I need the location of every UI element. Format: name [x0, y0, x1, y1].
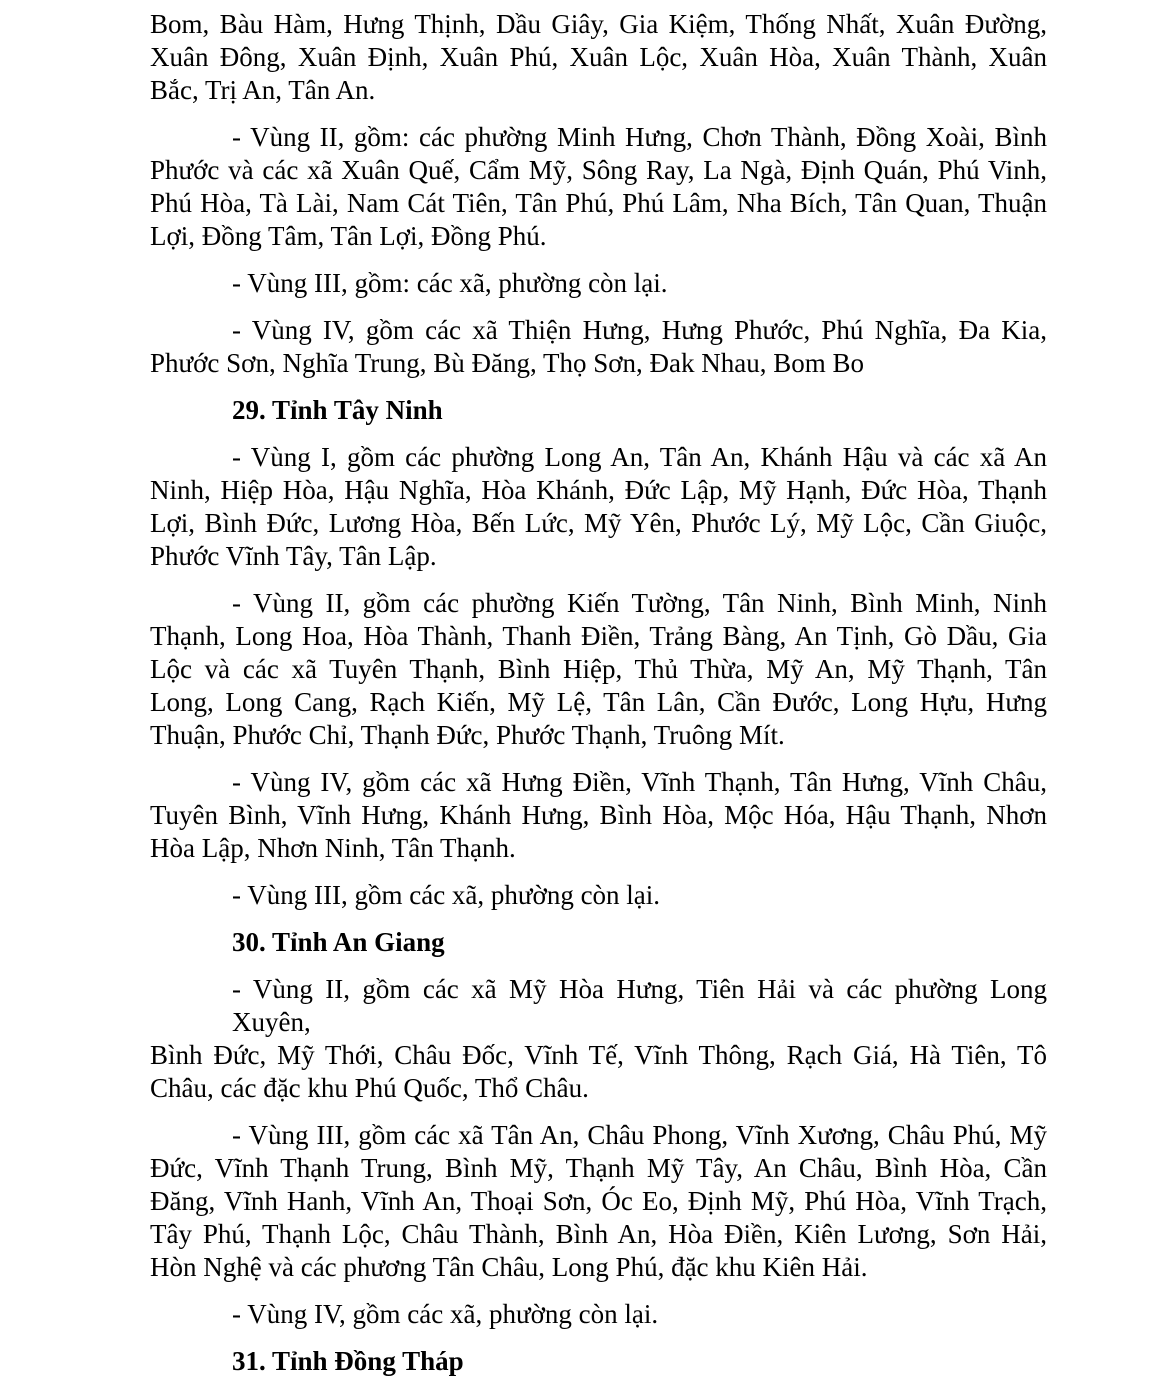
- paragraph: [150, 766, 1047, 865]
- paragraph: [150, 441, 1047, 573]
- text-line: Phước Sơn, Nghĩa Trung, Bù Đăng, Thọ Sơn, Đak Nhau, Bom Bo: [150, 348, 865, 378]
- text-line: 30. Tỉnh An Giang: [232, 927, 445, 957]
- text-line: - Vùng IV, gồm các xã Thiện Hưng, Hưng Phước, Phú Nghĩa, Đa Kia,: [232, 315, 1047, 345]
- text-line: Bình Đức, Mỹ Thới, Châu Đốc, Vĩnh Tế, Vĩnh Thông, Rạch Giá, Hà Tiên, Tô: [150, 1040, 1047, 1070]
- text-line: Hòa Lập, Nhơn Ninh, Tân Thạnh.: [150, 833, 516, 863]
- text-line: Bom, Bàu Hàm, Hưng Thịnh, Dầu Giây, Gia Kiệm, Thống Nhất, Xuân Đường,: [150, 9, 1047, 39]
- text-line: Tây Phú, Thạnh Lộc, Châu Thành, Bình An, Hòa Điền, Kiên Lương, Sơn Hải,: [150, 1219, 1047, 1249]
- paragraph: [150, 587, 1047, 752]
- paragraph: [150, 1298, 1047, 1331]
- paragraph: [150, 973, 1047, 1105]
- text-line: - Vùng II, gồm các phường Kiến Tường, Tân Ninh, Bình Minh, Ninh: [232, 588, 1047, 618]
- text-line: Tuyên Bình, Vĩnh Hưng, Khánh Hưng, Bình Hòa, Mộc Hóa, Hậu Thạnh, Nhơn: [150, 800, 1047, 830]
- section-heading: [150, 394, 1047, 427]
- text-line: - Vùng III, gồm: các xã, phường còn lại.: [232, 268, 668, 298]
- text-line: Long, Long Cang, Rạch Kiến, Mỹ Lệ, Tân Lân, Cần Đước, Long Hựu, Hưng: [150, 687, 1047, 717]
- paragraph: [150, 1119, 1047, 1284]
- text-line: Thạnh, Long Hoa, Hòa Thành, Thanh Điền, Trảng Bàng, An Tịnh, Gò Dầu, Gia: [150, 621, 1047, 651]
- text-line: Thuận, Phước Chỉ, Thạnh Đức, Phước Thạnh, Truông Mít.: [150, 720, 785, 750]
- text-line: Phước Vĩnh Tây, Tân Lập.: [150, 541, 437, 571]
- section-heading: [150, 926, 1047, 959]
- text-line: - Vùng II, gồm: các phường Minh Hưng, Chơn Thành, Đồng Xoài, Bình: [232, 122, 1047, 152]
- text-line: Lợi, Bình Đức, Lương Hòa, Bến Lức, Mỹ Yên, Phước Lý, Mỹ Lộc, Cần Giuộc,: [150, 508, 1047, 538]
- text-line: Ninh, Hiệp Hòa, Hậu Nghĩa, Hòa Khánh, Đức Lập, Mỹ Hạnh, Đức Hòa, Thạnh: [150, 475, 1047, 505]
- text-line: - Vùng IV, gồm các xã, phường còn lại.: [232, 1299, 659, 1329]
- text-line: Lợi, Đồng Tâm, Tân Lợi, Đồng Phú.: [150, 221, 547, 251]
- text-line: Xuân Đông, Xuân Định, Xuân Phú, Xuân Lộc, Xuân Hòa, Xuân Thành, Xuân: [150, 42, 1047, 72]
- text-line: - Vùng IV, gồm các xã Hưng Điền, Vĩnh Thạnh, Tân Hưng, Vĩnh Châu,: [232, 767, 1047, 797]
- paragraph: [150, 8, 1047, 107]
- text-line: - Vùng III, gồm các xã, phường còn lại.: [232, 880, 661, 910]
- text-line: Đăng, Vĩnh Hanh, Vĩnh An, Thoại Sơn, Óc Eo, Định Mỹ, Phú Hòa, Vĩnh Trạch,: [150, 1186, 1047, 1216]
- text-line: Châu, các đặc khu Phú Quốc, Thổ Châu.: [150, 1073, 589, 1103]
- paragraph: [150, 879, 1047, 912]
- paragraph: [150, 121, 1047, 253]
- text-line: 31. Tỉnh Đồng Tháp: [232, 1346, 464, 1376]
- text-line: Phú Hòa, Tà Lài, Nam Cát Tiên, Tân Phú, Phú Lâm, Nha Bích, Tân Quan, Thuận: [150, 188, 1047, 218]
- text-line: Hòn Nghệ và các phương Tân Châu, Long Phú, đặc khu Kiên Hải.: [150, 1252, 868, 1282]
- text-line: 29. Tỉnh Tây Ninh: [232, 395, 443, 425]
- paragraph: [150, 314, 1047, 380]
- text-line: Bắc, Trị An, Tân An.: [150, 75, 376, 105]
- paragraph: [150, 267, 1047, 300]
- section-heading: [150, 1345, 1047, 1378]
- text-line: - Vùng III, gồm các xã Tân An, Châu Phong, Vĩnh Xương, Châu Phú, Mỹ: [232, 1120, 1047, 1150]
- text-line: Lộc và các xã Tuyên Thạnh, Bình Hiệp, Thủ Thừa, Mỹ An, Mỹ Thạnh, Tân: [150, 654, 1047, 684]
- text-line: Phước và các xã Xuân Quế, Cẩm Mỹ, Sông Ray, La Ngà, Định Quán, Phú Vinh,: [150, 155, 1047, 185]
- text-line: - Vùng I, gồm các phường Long An, Tân An, Khánh Hậu và các xã An: [232, 442, 1047, 472]
- text-line: - Vùng II, gồm các xã Mỹ Hòa Hưng, Tiên Hải và các phường Long Xuyên,: [232, 974, 1047, 1037]
- text-line: Đức, Vĩnh Thạnh Trung, Bình Mỹ, Thạnh Mỹ Tây, An Châu, Bình Hòa, Cần: [150, 1153, 1047, 1183]
